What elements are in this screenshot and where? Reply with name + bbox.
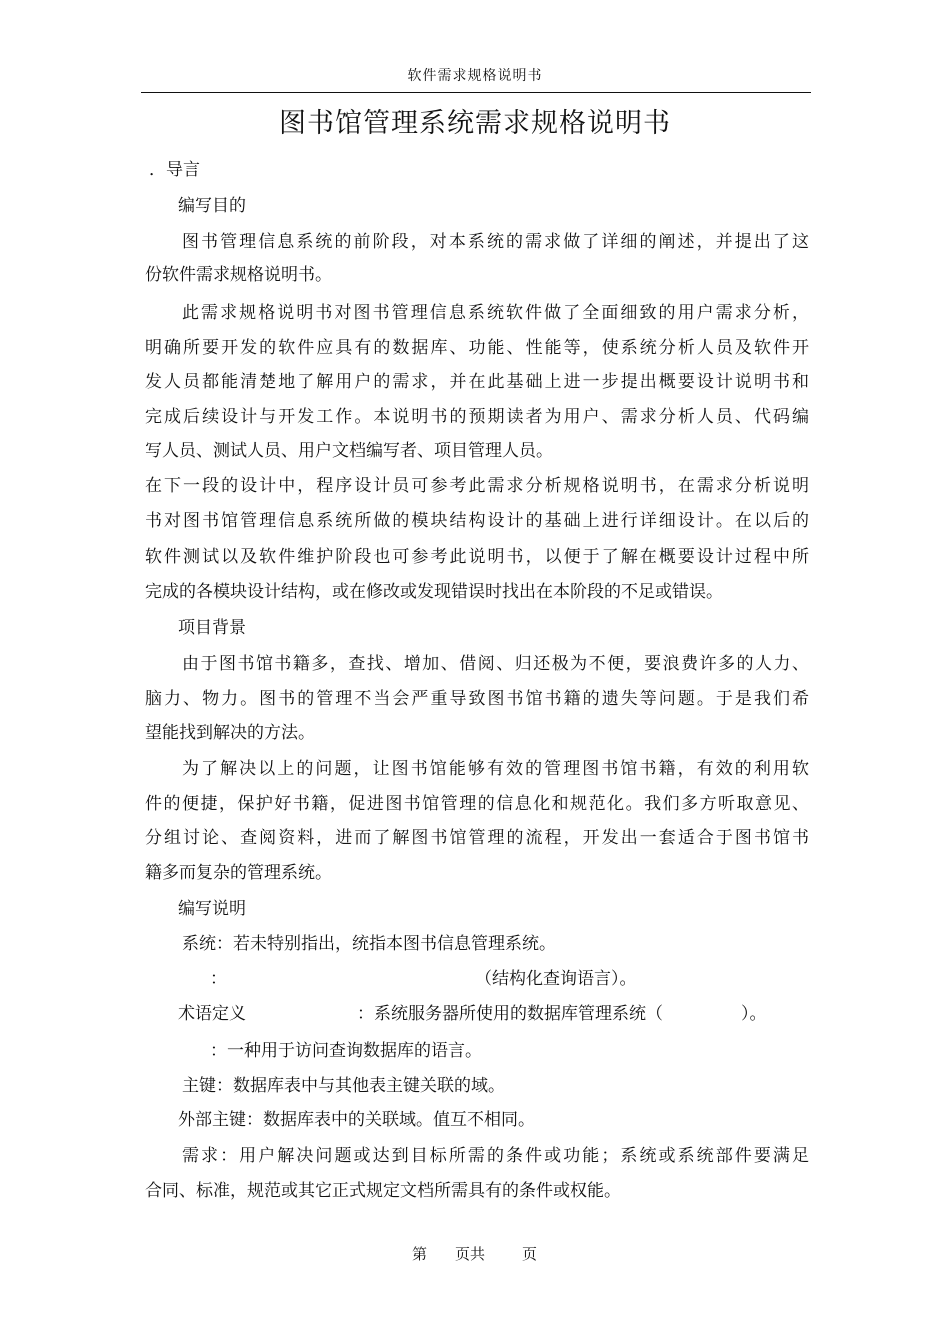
footer-page-suffix: 页 [522, 1245, 538, 1263]
term-dbms-close: ）。 [741, 1004, 767, 1024]
paragraph-line: 分组讨论、查阅资料，进而了解图书馆管理的流程，开发出一套适合于图书馆书 [145, 828, 809, 848]
paragraph-line: 发人员都能清楚地了解用户的需求，并在此基础上进一步提出概要设计说明书和 [145, 372, 809, 392]
term-sql-description: （结构化查询语言）。 [475, 969, 637, 989]
footer-page-mid: 页共 [455, 1245, 486, 1263]
paragraph-line: 由于图书馆书籍多，查找、增加、借阅、归还极为不便，要浪费许多的人力、 [182, 654, 809, 674]
section-heading-notes: 编写说明 [178, 899, 246, 919]
paragraph-line: 写人员、测试人员、用户文档编写者、项目管理人员。 [145, 441, 553, 461]
paragraph-line: 此需求规格说明书对图书管理信息系统软件做了全面细致的用户需求分析， [182, 303, 809, 323]
paragraph-line: 在下一段的设计中，程序设计员可参考此需求分析规格说明书，在需求分析说明 [145, 476, 809, 496]
running-header: 软件需求规格说明书 [407, 68, 543, 84]
section-heading-background: 项目背景 [178, 618, 246, 638]
term-colon: ： [210, 969, 227, 989]
section-heading-purpose: 编写目的 [178, 196, 246, 216]
paragraph-line: 籍多而复杂的管理系统。 [145, 863, 332, 883]
section-heading-intro: ．导言 [149, 160, 200, 180]
term-dbms: ：系统服务器所使用的数据库管理系统（ [357, 1004, 663, 1024]
header-rule [141, 92, 811, 93]
paragraph-line: 书对图书馆管理信息系统所做的模块结构设计的基础上进行详细设计。在以后的 [145, 511, 809, 531]
term-foreign-key: 外部主键：数据库表中的关联域。值互不相同。 [178, 1110, 535, 1130]
paragraph-line: 为了解决以上的问题，让图书馆能够有效的管理图书馆书籍，有效的利用软 [182, 759, 809, 779]
paragraph-line: 明确所要开发的软件应具有的数据库、功能、性能等，使系统分析人员及软件开 [145, 338, 809, 358]
term-system: 系统：若未特别指出，统指本图书信息管理系统。 [182, 934, 556, 954]
document-title: 图书馆管理系统需求规格说明书 [279, 108, 671, 139]
footer-page-prefix: 第 [412, 1245, 428, 1263]
paragraph-line: 望能找到解决的方法。 [145, 723, 315, 743]
term-requirement-line: 合同、标准，规范或其它正式规定文档所需具有的条件或权能。 [145, 1181, 621, 1201]
paragraph-line: 图书管理信息系统的前阶段，对本系统的需求做了详细的阐述，并提出了这 [182, 232, 809, 252]
paragraph-line: 完成的各模块设计结构，或在修改或发现错误时找出在本阶段的不足或错误。 [145, 582, 723, 602]
term-definition-label: 术语定义 [178, 1004, 246, 1024]
paragraph-line: 脑力、物力。图书的管理不当会严重导致图书馆书籍的遗失等问题。于是我们希 [145, 689, 809, 709]
term-primary-key: 主键：数据库表中与其他表主键关联的域。 [182, 1076, 505, 1096]
paragraph-line: 软件测试以及软件维护阶段也可参考此说明书，以便于了解在概要设计过程中所 [145, 547, 809, 567]
paragraph-line: 件的便捷，保护好书籍，促进图书馆管理的信息化和规范化。我们多方听取意见、 [145, 794, 809, 814]
paragraph-line: 份软件需求规格说明书。 [145, 265, 332, 285]
term-query-language: ：一种用于访问查询数据库的语言。 [210, 1041, 482, 1061]
term-requirement-line: 需求：用户解决问题或达到目标所需的条件或功能；系统或系统部件要满足 [182, 1146, 809, 1166]
paragraph-line: 完成后续设计与开发工作。本说明书的预期读者为用户、需求分析人员、代码编 [145, 407, 809, 427]
